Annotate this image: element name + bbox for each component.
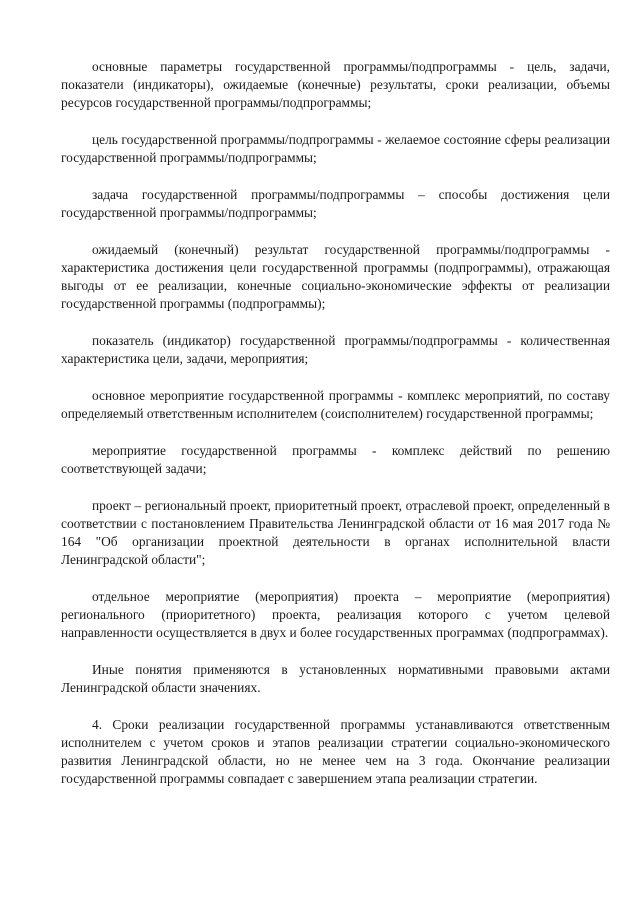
paragraph-main-parameters: основные параметры государственной программы/подпрограммы - цель, задачи, показатели (индикаторы), ожидаемые (конечные) результаты, сроки реализации, объемы ресурсов государственной программы/подпрограммы; [61,59,610,110]
paragraph-project: проект – региональный проект, приоритетный проект, отраслевой проект, определенный в соответствии с постановлением Правительства Ленинградской области от 16 мая 2017 года № 164 "Об организации проектной деятельности в органах исполнительной власти Ленинградской области"; [61,498,610,567]
paragraph-indicator: показатель (индикатор) государственной программы/подпрограммы - количественная характеристика цели, задачи, мероприятия; [61,333,610,366]
paragraph-expected-result: ожидаемый (конечный) результат государственной программы/подпрограммы - характеристика достижения цели государственной программы (подпрограммы), отражающая выгоды от ее реализации, конечные социально-экономические эффекты от реализации государственной программы (подпрограммы); [61,242,610,311]
paragraph-separate-activity: отдельное мероприятие (мероприятия) проекта – мероприятие (мероприятия) регионального (приоритетного) проекта, реализация которого с учетом целевой направленности осуществляется в двух и более государственных программах (подпрограммах). [61,589,610,640]
document-body [61,58,610,807]
paragraph-activity: мероприятие государственной программы - комплекс действий по решению соответствующей задачи; [61,443,610,476]
paragraph-program-task: задача государственной программы/подпрограммы – способы достижения цели государственной программы/подпрограммы; [61,187,610,220]
paragraph-implementation-terms: 4. Сроки реализации государственной программы устанавливаются ответственным исполнителем с учетом сроков и этапов реализации стратегии социально-экономического развития Ленинградской области, но не менее чем на 3 года. Окончание реализации государственной программы совпадает с завершением этапа реализации стратегии. [61,717,610,786]
paragraph-program-goal: цель государственной программы/подпрограммы - желаемое состояние сферы реализации государственной программы/подпрограммы; [61,132,610,165]
paragraph-main-activity: основное мероприятие государственной программы - комплекс мероприятий, по составу определяемый ответственным исполнителем (соисполнителем) государственной программы; [61,388,610,421]
paragraph-other-concepts: Иные понятия применяются в установленных нормативными правовыми актами Ленинградской области значениях. [61,662,610,695]
